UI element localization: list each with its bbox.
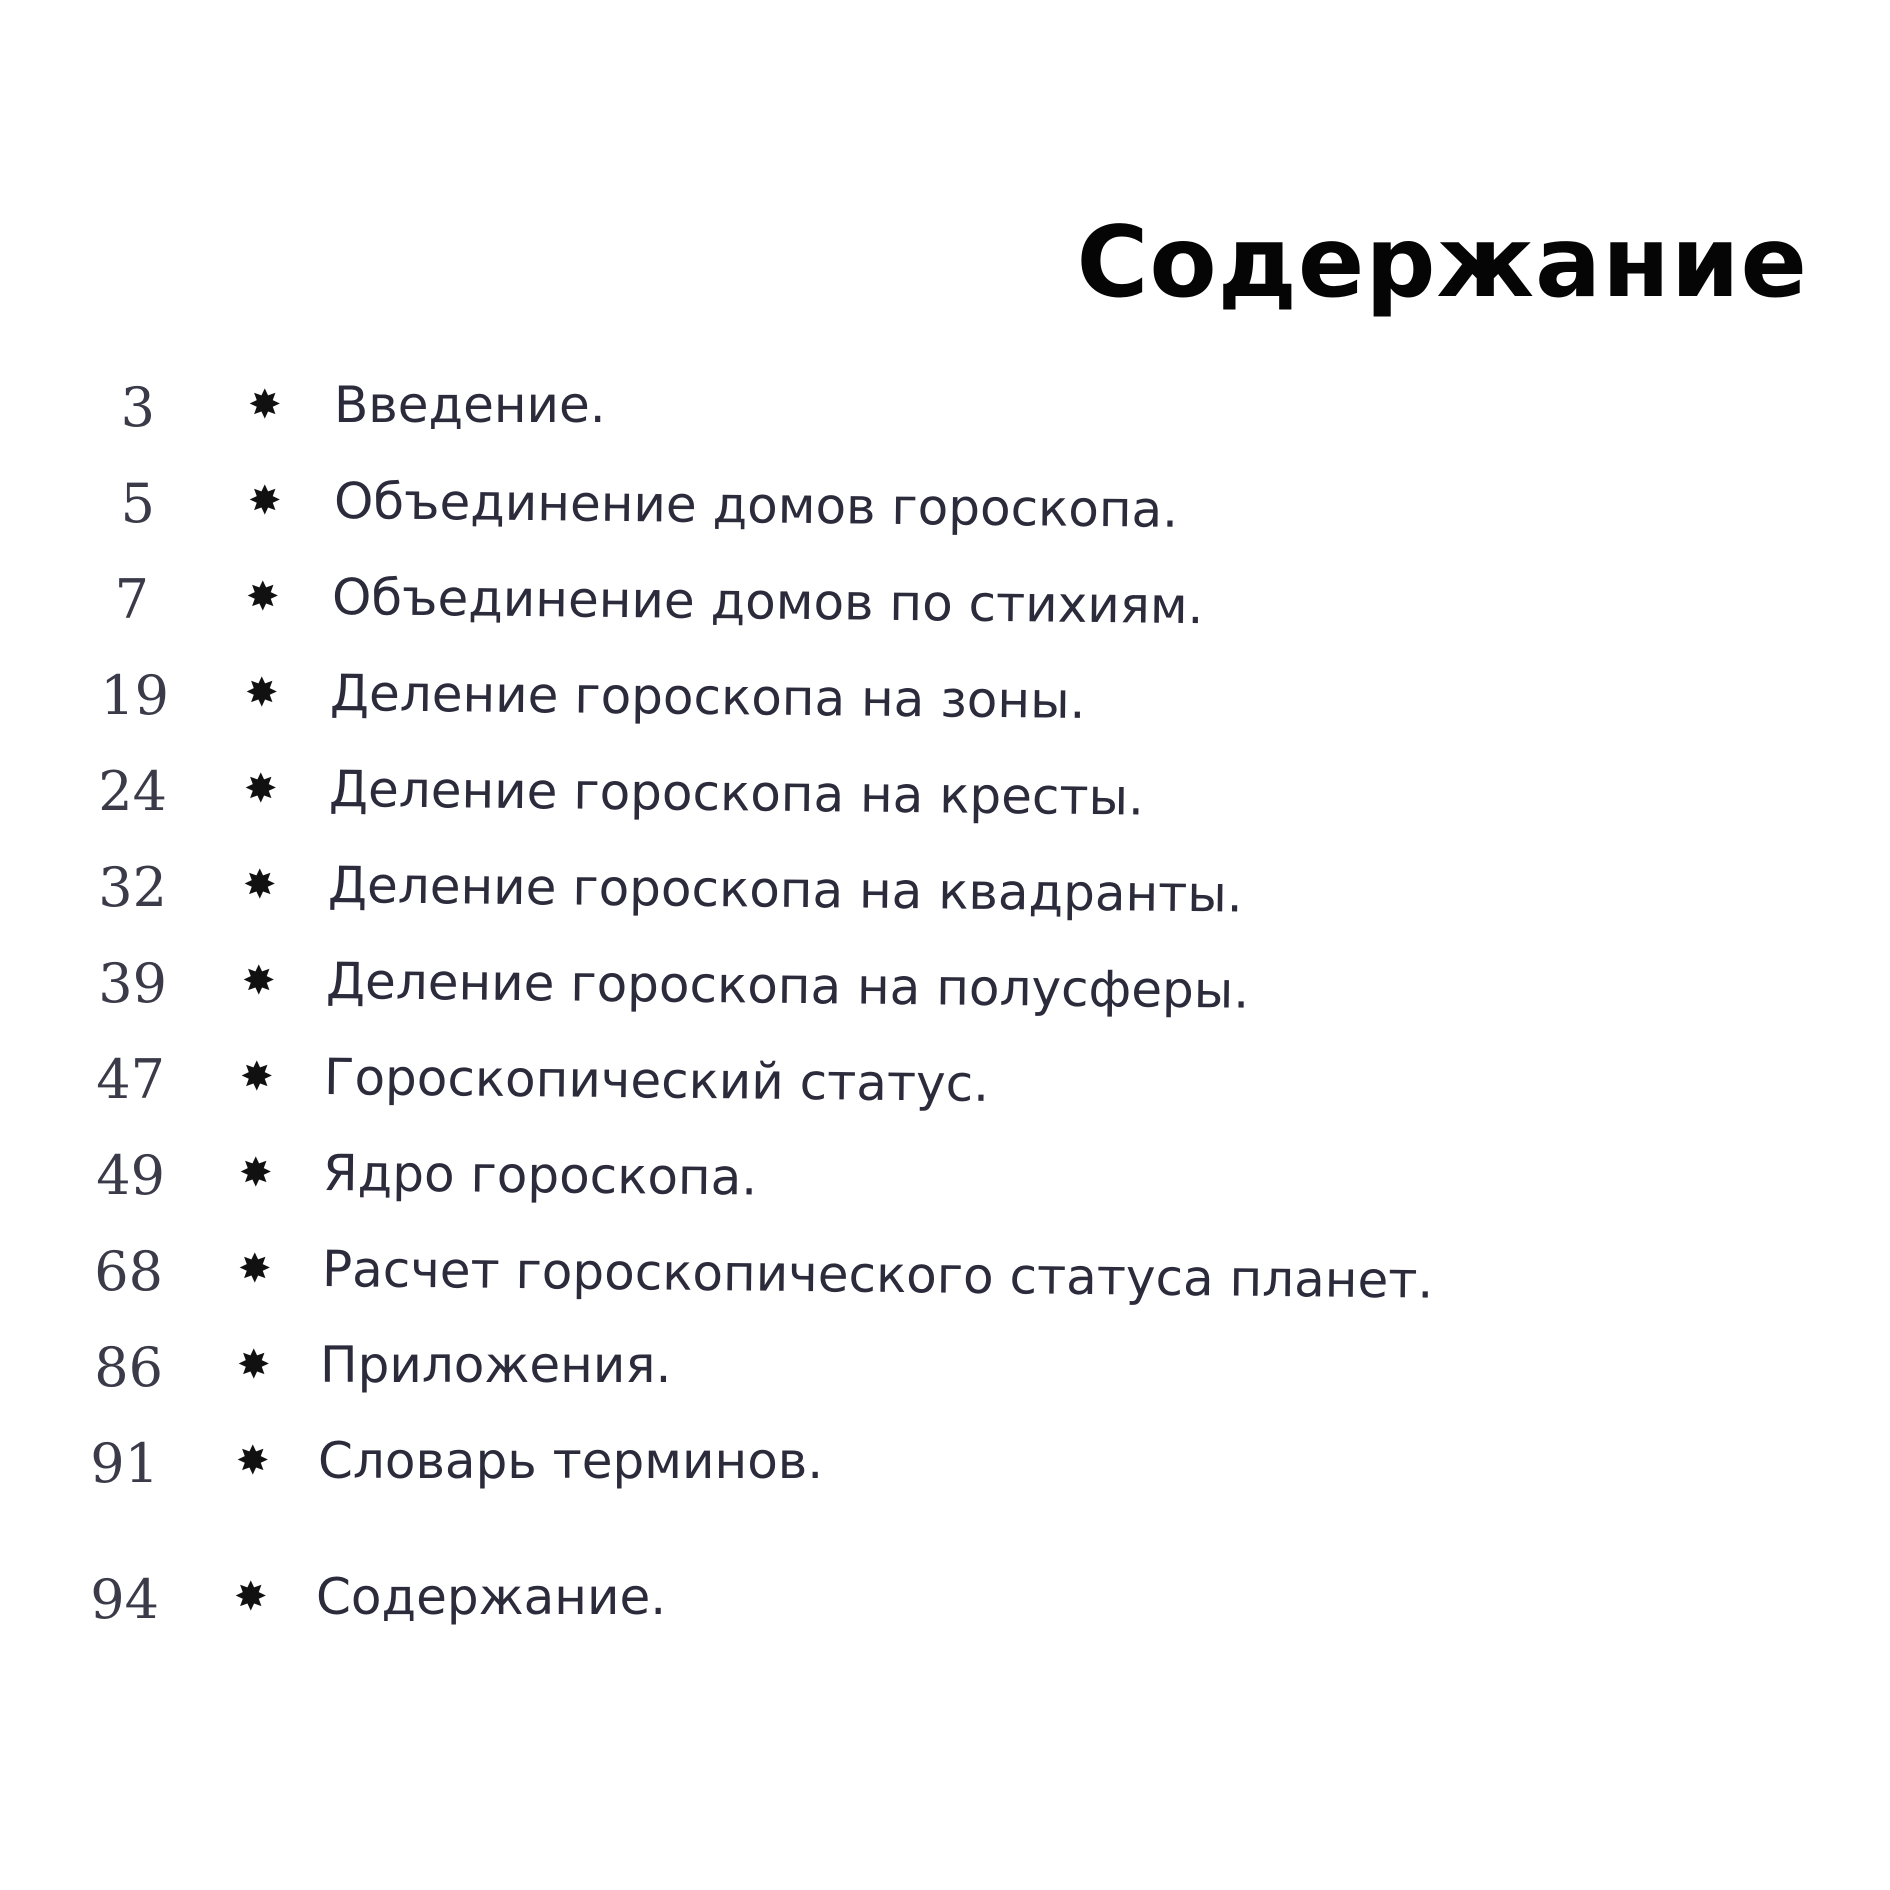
asterisk-bullet-icon: ✸ xyxy=(246,574,280,620)
toc-entry[interactable] xyxy=(0,856,1500,936)
toc-entry-title: Гороскопический статус. xyxy=(323,1048,990,1113)
toc-entry[interactable] xyxy=(0,376,1500,456)
toc-entry[interactable] xyxy=(0,1336,1500,1416)
toc-entry-title: Объединение домов по стихиям. xyxy=(331,568,1204,636)
toc-entry[interactable] xyxy=(0,664,1500,744)
asterisk-bullet-icon: ✸ xyxy=(244,766,278,812)
toc-page-number: 86 xyxy=(94,1336,163,1399)
toc-page-number: 39 xyxy=(98,952,167,1015)
toc-entry[interactable] xyxy=(0,1432,1500,1512)
asterisk-bullet-icon: ✸ xyxy=(238,1246,272,1292)
asterisk-bullet-icon: ✸ xyxy=(239,1150,273,1196)
toc-entry-title: Деление гороскопа на квадранты. xyxy=(327,856,1244,924)
toc-page-number: 19 xyxy=(100,664,169,727)
toc-entry[interactable] xyxy=(0,1568,1500,1648)
toc-entry[interactable] xyxy=(0,1048,1500,1128)
toc-entry-title: Приложения. xyxy=(320,1336,672,1394)
toc-page-number: 3 xyxy=(120,376,155,439)
toc-entry-title: Деление гороскопа на полусферы. xyxy=(325,952,1250,1020)
toc-entry[interactable] xyxy=(0,1144,1500,1224)
asterisk-bullet-icon: ✸ xyxy=(237,1342,271,1388)
toc-page-number: 94 xyxy=(90,1568,159,1631)
asterisk-bullet-icon: ✸ xyxy=(242,958,276,1004)
page-title: Содержание xyxy=(1076,206,1808,320)
toc-page-number: 68 xyxy=(94,1240,163,1303)
toc-entry[interactable] xyxy=(0,568,1500,648)
toc-entry[interactable] xyxy=(0,760,1500,840)
asterisk-bullet-icon: ✸ xyxy=(234,1574,268,1620)
toc-entry-title: Деление гороскопа на зоны. xyxy=(329,664,1086,730)
toc-page-number: 7 xyxy=(114,568,149,631)
toc-page-number: 32 xyxy=(98,856,167,919)
toc-entry-title: Словарь терминов. xyxy=(318,1432,824,1490)
toc-page-number: 91 xyxy=(90,1432,159,1495)
toc-page-number: 47 xyxy=(96,1048,165,1111)
asterisk-bullet-icon: ✸ xyxy=(248,478,282,524)
toc-entry-title: Введение. xyxy=(334,376,606,434)
toc-entry-title: Объединение домов гороскопа. xyxy=(333,472,1179,539)
toc-entry[interactable] xyxy=(0,952,1500,1032)
toc-entry[interactable] xyxy=(0,472,1500,552)
toc-entry[interactable] xyxy=(0,1240,1500,1320)
asterisk-bullet-icon: ✸ xyxy=(245,670,279,716)
asterisk-bullet-icon: ✸ xyxy=(236,1438,270,1484)
toc-page-number: 24 xyxy=(98,760,167,823)
toc-page-number: 49 xyxy=(96,1144,165,1207)
asterisk-bullet-icon: ✸ xyxy=(240,1054,274,1100)
toc-entry-title: Ядро гороскопа. xyxy=(322,1144,758,1207)
toc-page-number: 5 xyxy=(120,472,155,535)
asterisk-bullet-icon: ✸ xyxy=(248,382,282,428)
toc-entry-title: Деление гороскопа на кресты. xyxy=(328,760,1145,827)
asterisk-bullet-icon: ✸ xyxy=(243,862,277,908)
toc-entry-title: Расчет гороскопического статуса планет. xyxy=(321,1240,1434,1310)
toc-entry-title: Содержание. xyxy=(316,1568,667,1626)
